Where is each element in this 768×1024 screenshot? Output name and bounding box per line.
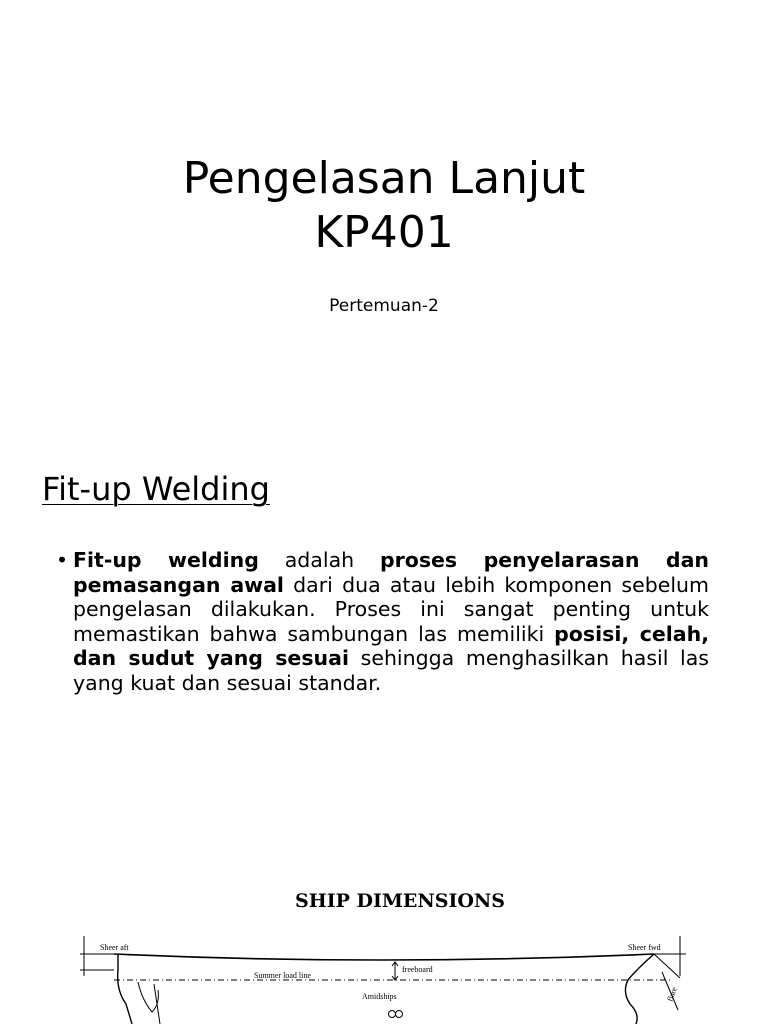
content-slide xyxy=(0,440,768,860)
amidships-symbol xyxy=(389,1011,396,1018)
definition-bold: proses penyelarasan dan pemasangan awal xyxy=(73,548,709,597)
text-run: dari dua atau lebih komponen sebelum pengelasan dilakukan. Proses ini sangat penting untuk memastikan bahwa sambungan las memiliki xyxy=(73,572,709,646)
slide-subtitle: Pertemuan-2 xyxy=(329,296,439,316)
bullet-item xyxy=(56,548,709,695)
term-bold: Fit-up welding xyxy=(73,548,259,572)
text-run: sehingga menghasilkan hasil las yang kuat dan sesuai standar. xyxy=(73,646,709,695)
deck-line xyxy=(114,954,654,960)
emphasis-bold: posisi, celah, dan sudut yang sesuai xyxy=(73,621,709,670)
text-run: adalah xyxy=(258,548,380,572)
bullet-paragraph xyxy=(73,548,709,695)
flare-label: flare xyxy=(665,985,679,1003)
ship-dimensions-figure xyxy=(80,880,700,1024)
sheer-aft-label: Sheer aft xyxy=(100,943,129,952)
bow-profile xyxy=(625,954,654,1024)
stern-profile xyxy=(118,954,132,1024)
title-line-1: Pengelasan Lanjut xyxy=(182,153,586,204)
slide-title xyxy=(0,152,768,260)
title-line-2: KP401 xyxy=(314,207,454,258)
freeboard-label: freeboard xyxy=(402,965,433,974)
bullet-icon: • xyxy=(56,548,69,572)
sheer-fwd-label: Sheer fwd xyxy=(628,943,661,952)
load-line-label: Summer load line xyxy=(254,971,311,980)
title-slide xyxy=(0,0,768,440)
ship-diagram xyxy=(80,880,700,1024)
figure-title: SHIP DIMENSIONS xyxy=(295,890,505,912)
section-heading: Fit-up Welding xyxy=(42,470,270,508)
amidships-label: Amidships xyxy=(362,992,397,1001)
